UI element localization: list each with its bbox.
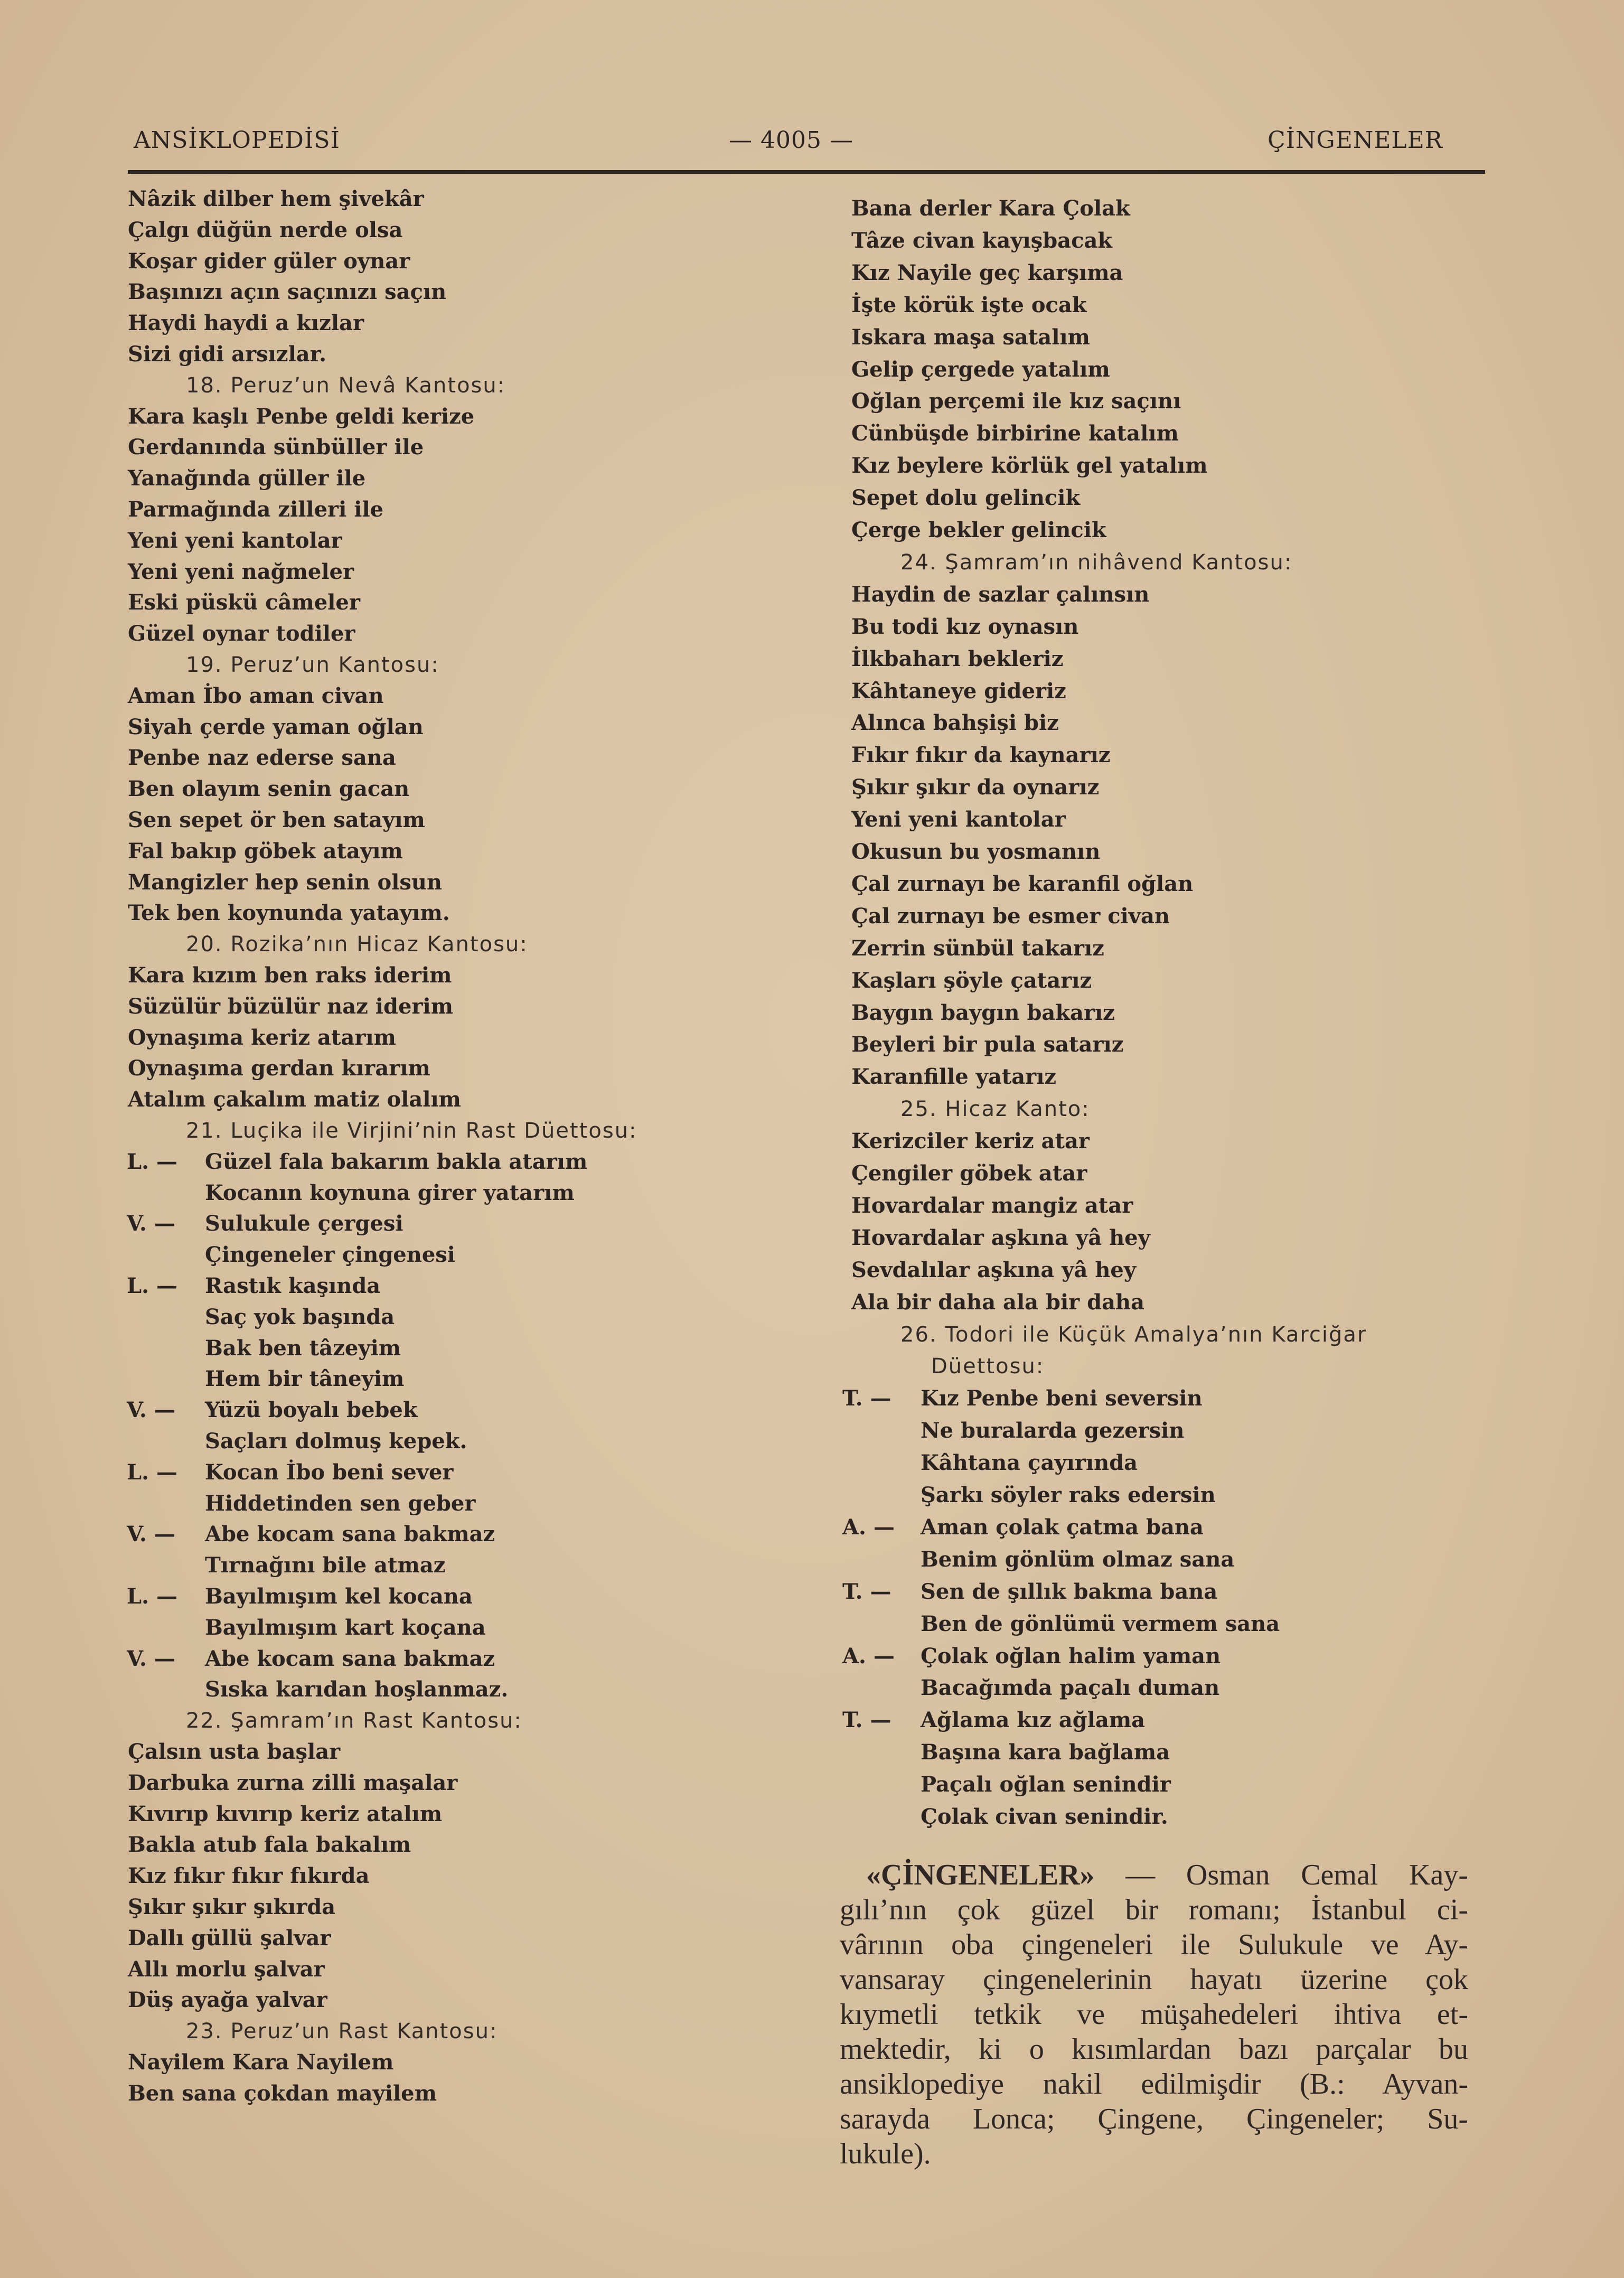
verse-line: Hovardalar aşkına yâ hey: [851, 1225, 1150, 1250]
verse-text: Ağlama kız ağlama: [921, 1708, 1146, 1733]
verse-line: Saç yok başında: [205, 1304, 395, 1329]
verse-line: Gerdanında sünbüller ile: [128, 435, 424, 460]
verse-text: Çolak oğlan halim yaman: [921, 1643, 1221, 1668]
verse-line: Şarkı söyler raks edersin: [921, 1483, 1216, 1507]
verse-text: Sen de şıllık bakma bana: [921, 1579, 1218, 1604]
verse-text: Aman çolak çatma bana: [921, 1514, 1204, 1540]
verse-line: Parmağında zilleri ile: [128, 497, 384, 522]
song-heading: 22. Şamram’ın Rast Kantosu:: [186, 1709, 522, 1733]
dialogue-line: [127, 1149, 587, 1175]
verse-line: Bacağımda paçalı duman: [921, 1675, 1220, 1701]
verse-line: Kara kaşlı Penbe geldi kerize: [128, 404, 475, 429]
speaker-label: T. —: [842, 1579, 891, 1604]
dialogue-line: [127, 1273, 380, 1299]
verse-line: Yeni yeni kantolar: [128, 528, 342, 553]
verse-line: Şıkır şıkır şıkırda: [128, 1895, 336, 1919]
dialogue-line: [842, 1579, 1217, 1605]
song-heading: 23. Peruz’un Rast Kantosu:: [186, 2019, 498, 2044]
dialogue-line: [127, 1521, 495, 1548]
verse-line: Eski püskü câmeler: [128, 590, 360, 615]
verse-line: Bak ben tâzeyim: [205, 1335, 401, 1361]
verse-line: Siyah çerde yaman oğlan: [128, 714, 424, 739]
verse-line: Darbuka zurna zilli maşalar: [128, 1770, 458, 1795]
verse-line: Sevdalılar aşkına yâ hey: [851, 1257, 1137, 1282]
song-heading: 25. Hicaz Kanto:: [900, 1097, 1090, 1122]
verse-line: Fıkır fıkır da kaynarız: [851, 743, 1111, 768]
verse-text: Sulukule çergesi: [205, 1211, 403, 1236]
speaker-label: T. —: [842, 1386, 891, 1411]
speaker-label: V. —: [127, 1211, 175, 1236]
verse-line: İlkbaharı bekleriz: [851, 646, 1064, 671]
verse-line: Kerizciler keriz atar: [851, 1129, 1090, 1154]
verse-line: Kara kızım ben raks iderim: [128, 963, 452, 988]
running-header-left: ANSİKLOPEDİSİ: [134, 127, 340, 154]
verse-line: Kâhtaneye gideriz: [851, 678, 1066, 704]
speaker-label: L. —: [127, 1584, 177, 1609]
verse-line: Oynaşıma keriz atarım: [128, 1025, 396, 1050]
verse-line: Tek ben koynunda yatayım.: [128, 901, 450, 926]
entry-line: vansaray çingenelerinin hayatı üzerine çok: [840, 1963, 1468, 1996]
verse-text: Kız Penbe beni seversin: [921, 1386, 1203, 1411]
verse-line: İşte körük işte ocak: [851, 292, 1087, 317]
speaker-label: V. —: [127, 1646, 175, 1671]
speaker-label: A. —: [842, 1643, 895, 1668]
entry-line: [866, 1859, 1468, 1891]
verse-line: Okusun bu yosmanın: [851, 839, 1101, 864]
verse-line: Haydin de sazlar çalınsın: [851, 582, 1150, 607]
verse-line: Çerge bekler gelincik: [851, 518, 1106, 542]
verse-line: Hiddetinden sen geber: [205, 1490, 476, 1516]
speaker-label: V. —: [127, 1522, 175, 1547]
verse-line: Ne buralarda gezersin: [921, 1418, 1185, 1443]
verse-text: Abe kocam sana bakmaz: [205, 1646, 495, 1671]
verse-line: Sepet dolu gelincik: [851, 485, 1081, 511]
entry-line: vârının oba çingeneleri ile Sulukule ve Ay-: [840, 1928, 1468, 1961]
entry-line: sarayda Lonca; Çingene, Çingeneler; Su-: [840, 2103, 1468, 2135]
verse-line: Çal zurnayı be karanfil oğlan: [851, 871, 1194, 896]
verse-line: Oynaşıma gerdan kırarım: [128, 1056, 430, 1081]
verse-line: Yeni yeni kantolar: [851, 807, 1066, 832]
speaker-label: L. —: [127, 1149, 177, 1174]
dialogue-line: [127, 1459, 454, 1486]
song-heading: Düettosu:: [931, 1354, 1045, 1379]
verse-line: Başınızı açın saçınızı saçın: [128, 279, 447, 305]
entry-line: lukule).: [840, 2138, 931, 2170]
verse-line: Kâhtana çayırında: [921, 1450, 1138, 1476]
header-rule: [128, 170, 1485, 174]
entry-text: — Osman Cemal Kay-: [1125, 1859, 1468, 1891]
verse-line: Aman İbo aman civan: [128, 683, 384, 708]
verse-line: Kız fıkır fıkır fıkırda: [128, 1863, 370, 1889]
entry-line: kıymetli tetkik ve müşahedeleri ihtiva et-: [840, 1998, 1468, 2031]
dialogue-line: [127, 1646, 495, 1672]
dialogue-line: [842, 1385, 1203, 1412]
verse-line: Tırnağını bile atmaz: [205, 1553, 446, 1578]
verse-line: Koşar gider güler oynar: [128, 248, 410, 274]
verse-line: Çolak civan senindir.: [921, 1804, 1168, 1829]
verse-line: Haydi haydi a kızlar: [128, 311, 364, 336]
verse-line: Tâze civan kayışbacak: [851, 228, 1113, 253]
verse-line: Çengiler göbek atar: [851, 1161, 1087, 1186]
speaker-label: A. —: [842, 1514, 895, 1540]
verse-line: Hem bir tâneyim: [205, 1366, 405, 1392]
verse-line: Hovardalar mangiz atar: [851, 1193, 1133, 1218]
dialogue-line: [127, 1397, 418, 1423]
verse-line: Gelip çergede yatalım: [851, 357, 1110, 382]
verse-text: Yüzü boyalı bebek: [205, 1398, 418, 1423]
verse-line: Saçları dolmuş kepek.: [205, 1429, 467, 1454]
verse-line: Sıska karıdan hoşlanmaz.: [205, 1677, 509, 1702]
verse-text: Rastık kaşında: [205, 1273, 381, 1298]
song-heading: 24. Şamram’ın nihâvend Kantosu:: [900, 550, 1293, 575]
verse-line: Ala bir daha ala bir daha: [851, 1289, 1145, 1315]
verse-line: Atalım çakalım matiz olalım: [128, 1087, 461, 1112]
entry-line: gılı’nın çok güzel bir romanı; İstanbul ci-: [840, 1893, 1468, 1926]
verse-line: Baygın baygın bakarız: [851, 1000, 1115, 1025]
verse-line: Mangizler hep senin olsun: [128, 869, 443, 895]
verse-line: Çalgı düğün nerde olsa: [128, 217, 403, 242]
page-number: — 4005 —: [729, 127, 853, 154]
verse-line: Alınca bahşişi biz: [851, 710, 1059, 736]
verse-line: Güzel oynar todiler: [128, 621, 355, 646]
song-heading: 26. Todori ile Küçük Amalya’nın Karciğar: [900, 1322, 1367, 1347]
verse-line: Kıvırıp kıvırıp keriz atalım: [128, 1801, 443, 1826]
song-heading: 21. Luçika ile Virjini’nin Rast Düettosu:: [186, 1119, 637, 1143]
verse-line: Benim gönlüm olmaz sana: [921, 1546, 1235, 1572]
running-header-right: ÇİNGENELER: [1268, 127, 1443, 154]
verse-line: Beyleri bir pula satarız: [851, 1032, 1124, 1057]
verse-line: Ben olayım senin gacan: [128, 776, 410, 802]
verse-text: Kocan İbo beni sever: [205, 1459, 454, 1485]
verse-line: Çingeneler çingenesi: [205, 1242, 456, 1268]
verse-line: Çal zurnayı be esmer civan: [851, 903, 1170, 929]
verse-line: Bu todi kız oynasın: [851, 614, 1079, 639]
speaker-label: L. —: [127, 1273, 177, 1298]
dialogue-line: [842, 1707, 1145, 1733]
verse-line: Kocanın koynuna girer yatarım: [205, 1180, 575, 1205]
verse-line: Fal bakıp göbek atayım: [128, 838, 403, 864]
verse-line: Şıkır şıkır da oynarız: [851, 775, 1100, 800]
verse-line: Allı morlu şalvar: [128, 1956, 325, 1982]
verse-line: Nâzik dilber hem şivekâr: [128, 186, 424, 211]
verse-line: Kaşları şöyle çatarız: [851, 968, 1092, 993]
verse-line: Çalsın usta başlar: [128, 1739, 341, 1764]
verse-text: Bayılmışım kel kocana: [205, 1584, 473, 1609]
song-heading: 20. Rozika’nın Hicaz Kantosu:: [186, 932, 528, 957]
verse-line: Ben de gönlümü vermem sana: [921, 1611, 1280, 1636]
verse-line: Dallı güllü şalvar: [128, 1925, 331, 1951]
dialogue-line: [842, 1643, 1221, 1670]
verse-line: Sizi gidi arsızlar.: [128, 342, 327, 367]
dialogue-line: [127, 1583, 473, 1610]
verse-line: Yanağında güller ile: [128, 466, 366, 491]
song-heading: 19. Peruz’un Kantosu:: [186, 653, 439, 677]
verse-line: Cünbüşde birbirine katalım: [851, 421, 1179, 446]
dialogue-line: [842, 1514, 1204, 1541]
verse-line: Ben sana çokdan mayilem: [128, 2080, 437, 2106]
verse-line: Oğlan perçemi ile kız saçını: [851, 389, 1181, 414]
verse-line: Bana derler Kara Çolak: [851, 196, 1130, 221]
dialogue-line: [127, 1211, 403, 1237]
speaker-label: L. —: [127, 1459, 177, 1485]
verse-line: Iskara maşa satalım: [851, 324, 1090, 350]
verse-line: Sen sepet ör ben satayım: [128, 808, 425, 832]
verse-line: Penbe naz ederse sana: [128, 745, 396, 771]
verse-line: Süzülür büzülür naz iderim: [128, 993, 454, 1019]
entry-headword: «ÇİNGENELER»: [866, 1859, 1095, 1891]
verse-line: Yeni yeni nağmeler: [128, 559, 354, 584]
song-heading: 18. Peruz’un Nevâ Kantosu:: [186, 373, 506, 398]
speaker-label: T. —: [842, 1708, 891, 1733]
verse-line: Kız beylere körlük gel yatalım: [851, 453, 1208, 479]
verse-line: Bakla atub fala bakalım: [128, 1832, 411, 1858]
verse-line: Karanfille yatarız: [851, 1064, 1057, 1090]
entry-line: mektedir, ki o kısımlardan bazı parçalar bu: [840, 2033, 1468, 2066]
verse-line: Bayılmışım kart koçana: [205, 1615, 486, 1640]
verse-line: Düş ayağa yalvar: [128, 1988, 327, 2013]
verse-line: Kız Nayile geç karşıma: [851, 260, 1123, 285]
verse-line: Zerrin sünbül takarız: [851, 935, 1104, 961]
verse-line: Paçalı oğlan senindir: [921, 1772, 1171, 1797]
speaker-label: V. —: [127, 1398, 175, 1423]
verse-text: Güzel fala bakarım bakla atarım: [205, 1149, 588, 1174]
verse-line: Başına kara bağlama: [921, 1740, 1170, 1765]
verse-text: Abe kocam sana bakmaz: [205, 1522, 495, 1547]
entry-line: ansiklopediye nakil edilmişdir (B.: Ayvan-: [840, 2068, 1468, 2101]
verse-line: Nayilem Kara Nayilem: [128, 2050, 394, 2075]
